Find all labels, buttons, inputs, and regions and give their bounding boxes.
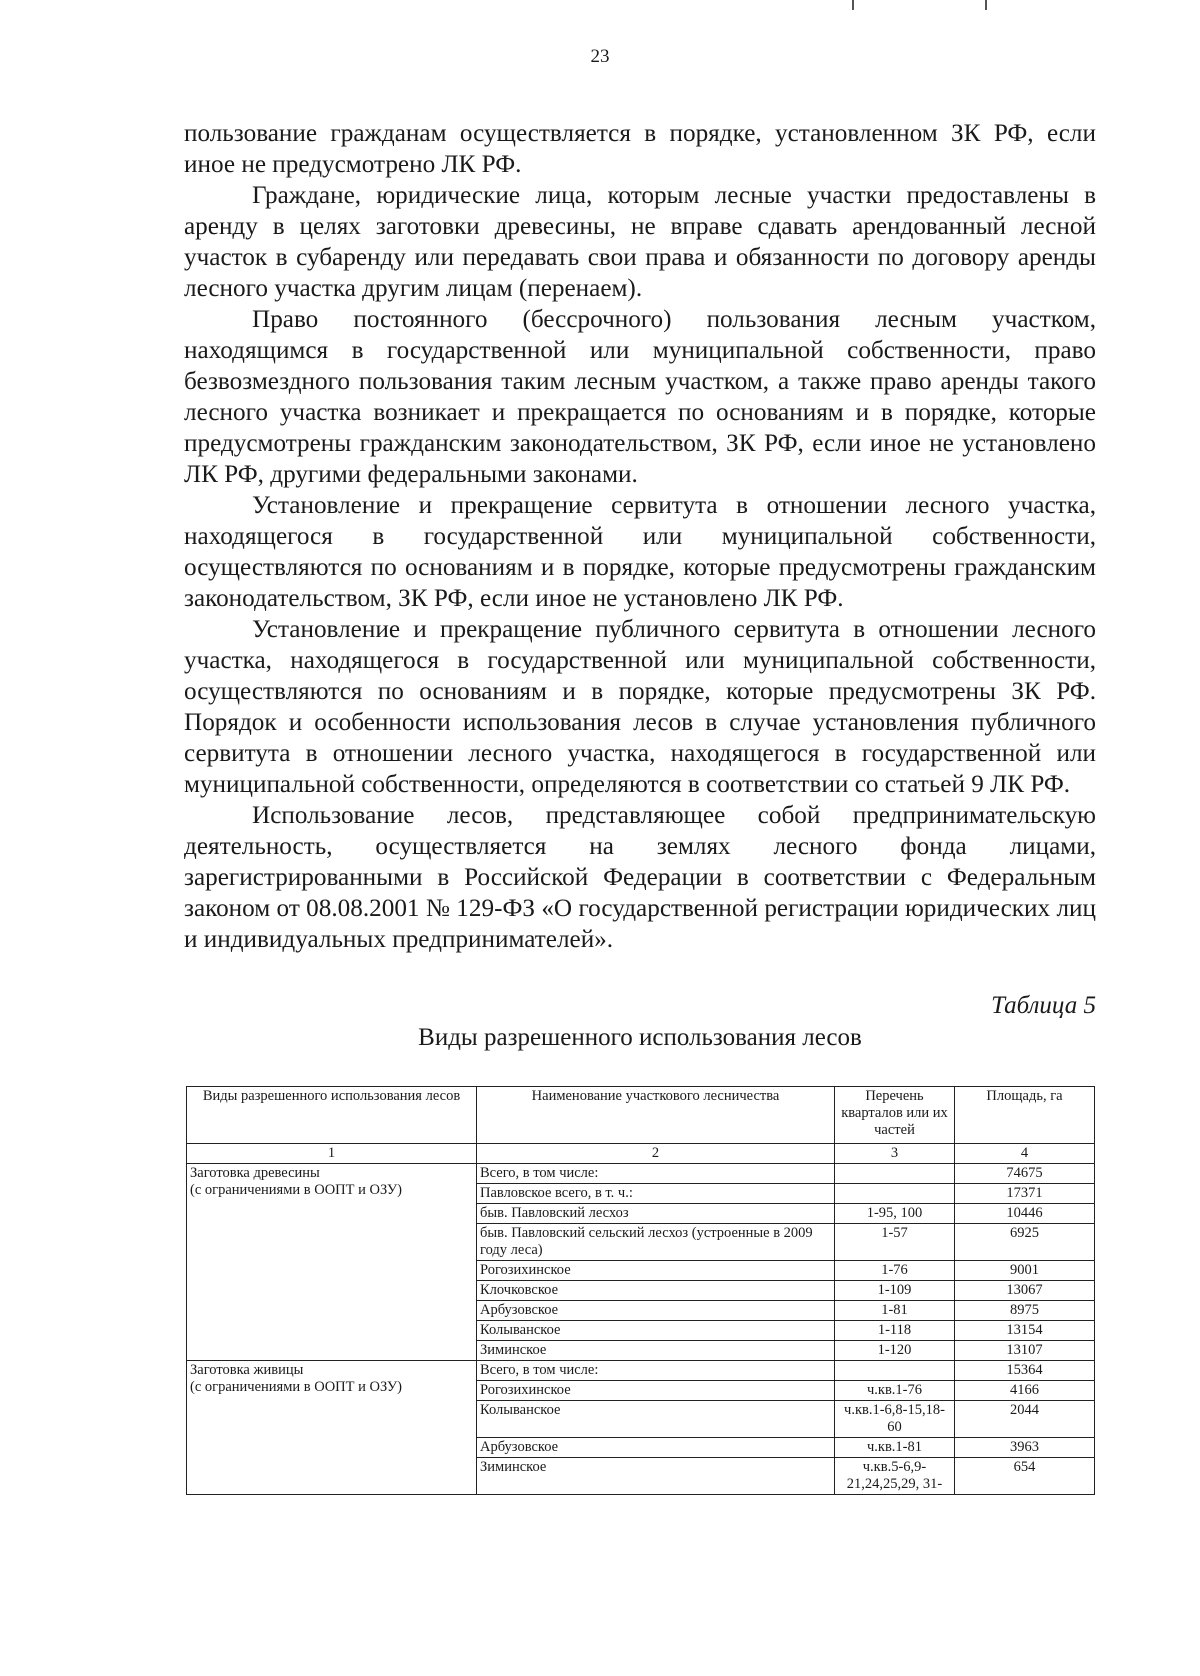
paragraph: Право постоянного (бессрочного) пользования лесным участком, находящимся в государственной или муниципальной собственности, право безвозмездного пользования таким лесным участком, а также право аренды такого лесного участка возникает и прекращается по основаниям и в порядке, которые предусмотрены гражданским законодательством, ЗК РФ, если иное не установлено ЛК РФ, другими федеральными законами. (184, 306, 1096, 488)
forestry-name-cell: Клочковское (477, 1281, 835, 1301)
column-header: Площадь, га (955, 1087, 1095, 1144)
area-cell: 9001 (955, 1261, 1095, 1281)
quarters-cell: 1-57 (835, 1224, 955, 1261)
quarters-cell: ч.кв.1-6,8-15,18-60 (835, 1401, 955, 1438)
area-cell: 2044 (955, 1401, 1095, 1438)
body-text (184, 118, 1096, 955)
forestry-name-cell: быв. Павловский сельский лесхоз (устроенные в 2009 году леса) (477, 1224, 835, 1261)
forestry-name-cell: Колыванское (477, 1401, 835, 1438)
scan-artifact (985, 0, 987, 10)
area-cell: 17371 (955, 1184, 1095, 1204)
forestry-name-cell: Рогозихинское (477, 1381, 835, 1401)
table-row (187, 1361, 1095, 1381)
forestry-name-cell: Зиминское (477, 1341, 835, 1361)
forestry-name-cell: Павловское всего, в т. ч.: (477, 1184, 835, 1204)
quarters-cell: ч.кв.1-76 (835, 1381, 955, 1401)
use-type-cell (187, 1361, 477, 1495)
quarters-cell: 1-109 (835, 1281, 955, 1301)
paragraph: Граждане, юридические лица, которым лесные участки предоставлены в аренду в целях заготовки древесины, не вправе сдавать арендованный лесной участок в субаренду или передавать свои права и обязанности по договору аренды лесного участка другим лицам (перенаем). (184, 182, 1096, 302)
quarters-cell (835, 1184, 955, 1204)
area-cell: 13107 (955, 1341, 1095, 1361)
use-type-name: Заготовка живицы (190, 1362, 304, 1378)
paragraph: Установление и прекращение сервитута в отношении лесного участка, находящегося в государственной или муниципальной собственности, осуществляются по основаниям и в порядке, которые предусмотрены гражданским законодательством, ЗК РФ, если иное не установлено ЛК РФ. (184, 492, 1096, 612)
forestry-name-cell: Колыванское (477, 1321, 835, 1341)
use-type-note: (с ограничениями в ООПТ и ОЗУ) (190, 1182, 402, 1198)
column-header: Наименование участкового лесничества (477, 1087, 835, 1144)
area-cell: 8975 (955, 1301, 1095, 1321)
paragraph: Использование лесов, представляющее собой предпринимательскую деятельность, осуществляется на землях лесного фонда лицами, зарегистрированными в Российской Федерации в соответствии с Федеральным законом от 08.08.2001 № 129-ФЗ «О государственной регистрации юридических лиц и индивидуальных предпринимателей». (184, 802, 1096, 953)
column-number: 1 (187, 1144, 477, 1164)
column-number: 3 (835, 1144, 955, 1164)
table-container (186, 1086, 1094, 1495)
forestry-name-cell: быв. Павловский лесхоз (477, 1204, 835, 1224)
area-cell: 6925 (955, 1224, 1095, 1261)
table-header-row (187, 1087, 1095, 1144)
scan-artifact (852, 0, 854, 10)
area-cell: 3963 (955, 1438, 1095, 1458)
quarters-cell: 1-76 (835, 1261, 955, 1281)
quarters-cell: ч.кв.1-81 (835, 1438, 955, 1458)
table-body (187, 1164, 1095, 1495)
paragraph: Установление и прекращение публичного сервитута в отношении лесного участка, находящегося в государственной или муниципальной собственности, осуществляются по основаниям и в порядке, которые предусмотрены ЗК РФ. Порядок и особенности использования лесов в случае установления публичного сервитута в отношении лесного участка, находящегося в государственной или муниципальной собственности, определяются в соответствии со статьей 9 ЛК РФ. (184, 616, 1096, 798)
use-type-note: (с ограничениями в ООПТ и ОЗУ) (190, 1379, 402, 1395)
page-number: 23 (590, 46, 610, 67)
area-cell: 74675 (955, 1164, 1095, 1184)
forestry-name-cell: Всего, в том числе: (477, 1361, 835, 1381)
area-cell: 13067 (955, 1281, 1095, 1301)
quarters-cell: 1-118 (835, 1321, 955, 1341)
area-cell: 10446 (955, 1204, 1095, 1224)
column-header: Перечень кварталов или их частей (835, 1087, 955, 1144)
forestry-name-cell: Зиминское (477, 1458, 835, 1495)
forestry-name-cell: Всего, в том числе: (477, 1164, 835, 1184)
table-row (187, 1164, 1095, 1184)
column-number-row (187, 1144, 1095, 1164)
forestry-name-cell: Арбузовское (477, 1438, 835, 1458)
quarters-cell: 1-81 (835, 1301, 955, 1321)
quarters-cell (835, 1361, 955, 1381)
forestry-name-cell: Арбузовское (477, 1301, 835, 1321)
use-type-cell (187, 1164, 477, 1361)
paragraph: пользование гражданам осуществляется в порядке, установленном ЗК РФ, если иное не предусмотрено ЛК РФ. (184, 120, 1096, 178)
forestry-name-cell: Рогозихинское (477, 1261, 835, 1281)
area-cell: 13154 (955, 1321, 1095, 1341)
column-number: 2 (477, 1144, 835, 1164)
quarters-cell: ч.кв.5-6,9-21,24,25,29, 31- (835, 1458, 955, 1495)
quarters-cell: 1-120 (835, 1341, 955, 1361)
area-cell: 654 (955, 1458, 1095, 1495)
quarters-cell (835, 1164, 955, 1184)
area-cell: 15364 (955, 1361, 1095, 1381)
land-use-table (186, 1086, 1095, 1495)
area-cell: 4166 (955, 1381, 1095, 1401)
use-type-name: Заготовка древесины (190, 1165, 320, 1181)
table-caption: Таблица 5 (991, 992, 1096, 1019)
quarters-cell: 1-95, 100 (835, 1204, 955, 1224)
column-number: 4 (955, 1144, 1095, 1164)
table-title: Виды разрешенного использования лесов (418, 1024, 862, 1051)
column-header: Виды разрешенного использования лесов (187, 1087, 477, 1144)
